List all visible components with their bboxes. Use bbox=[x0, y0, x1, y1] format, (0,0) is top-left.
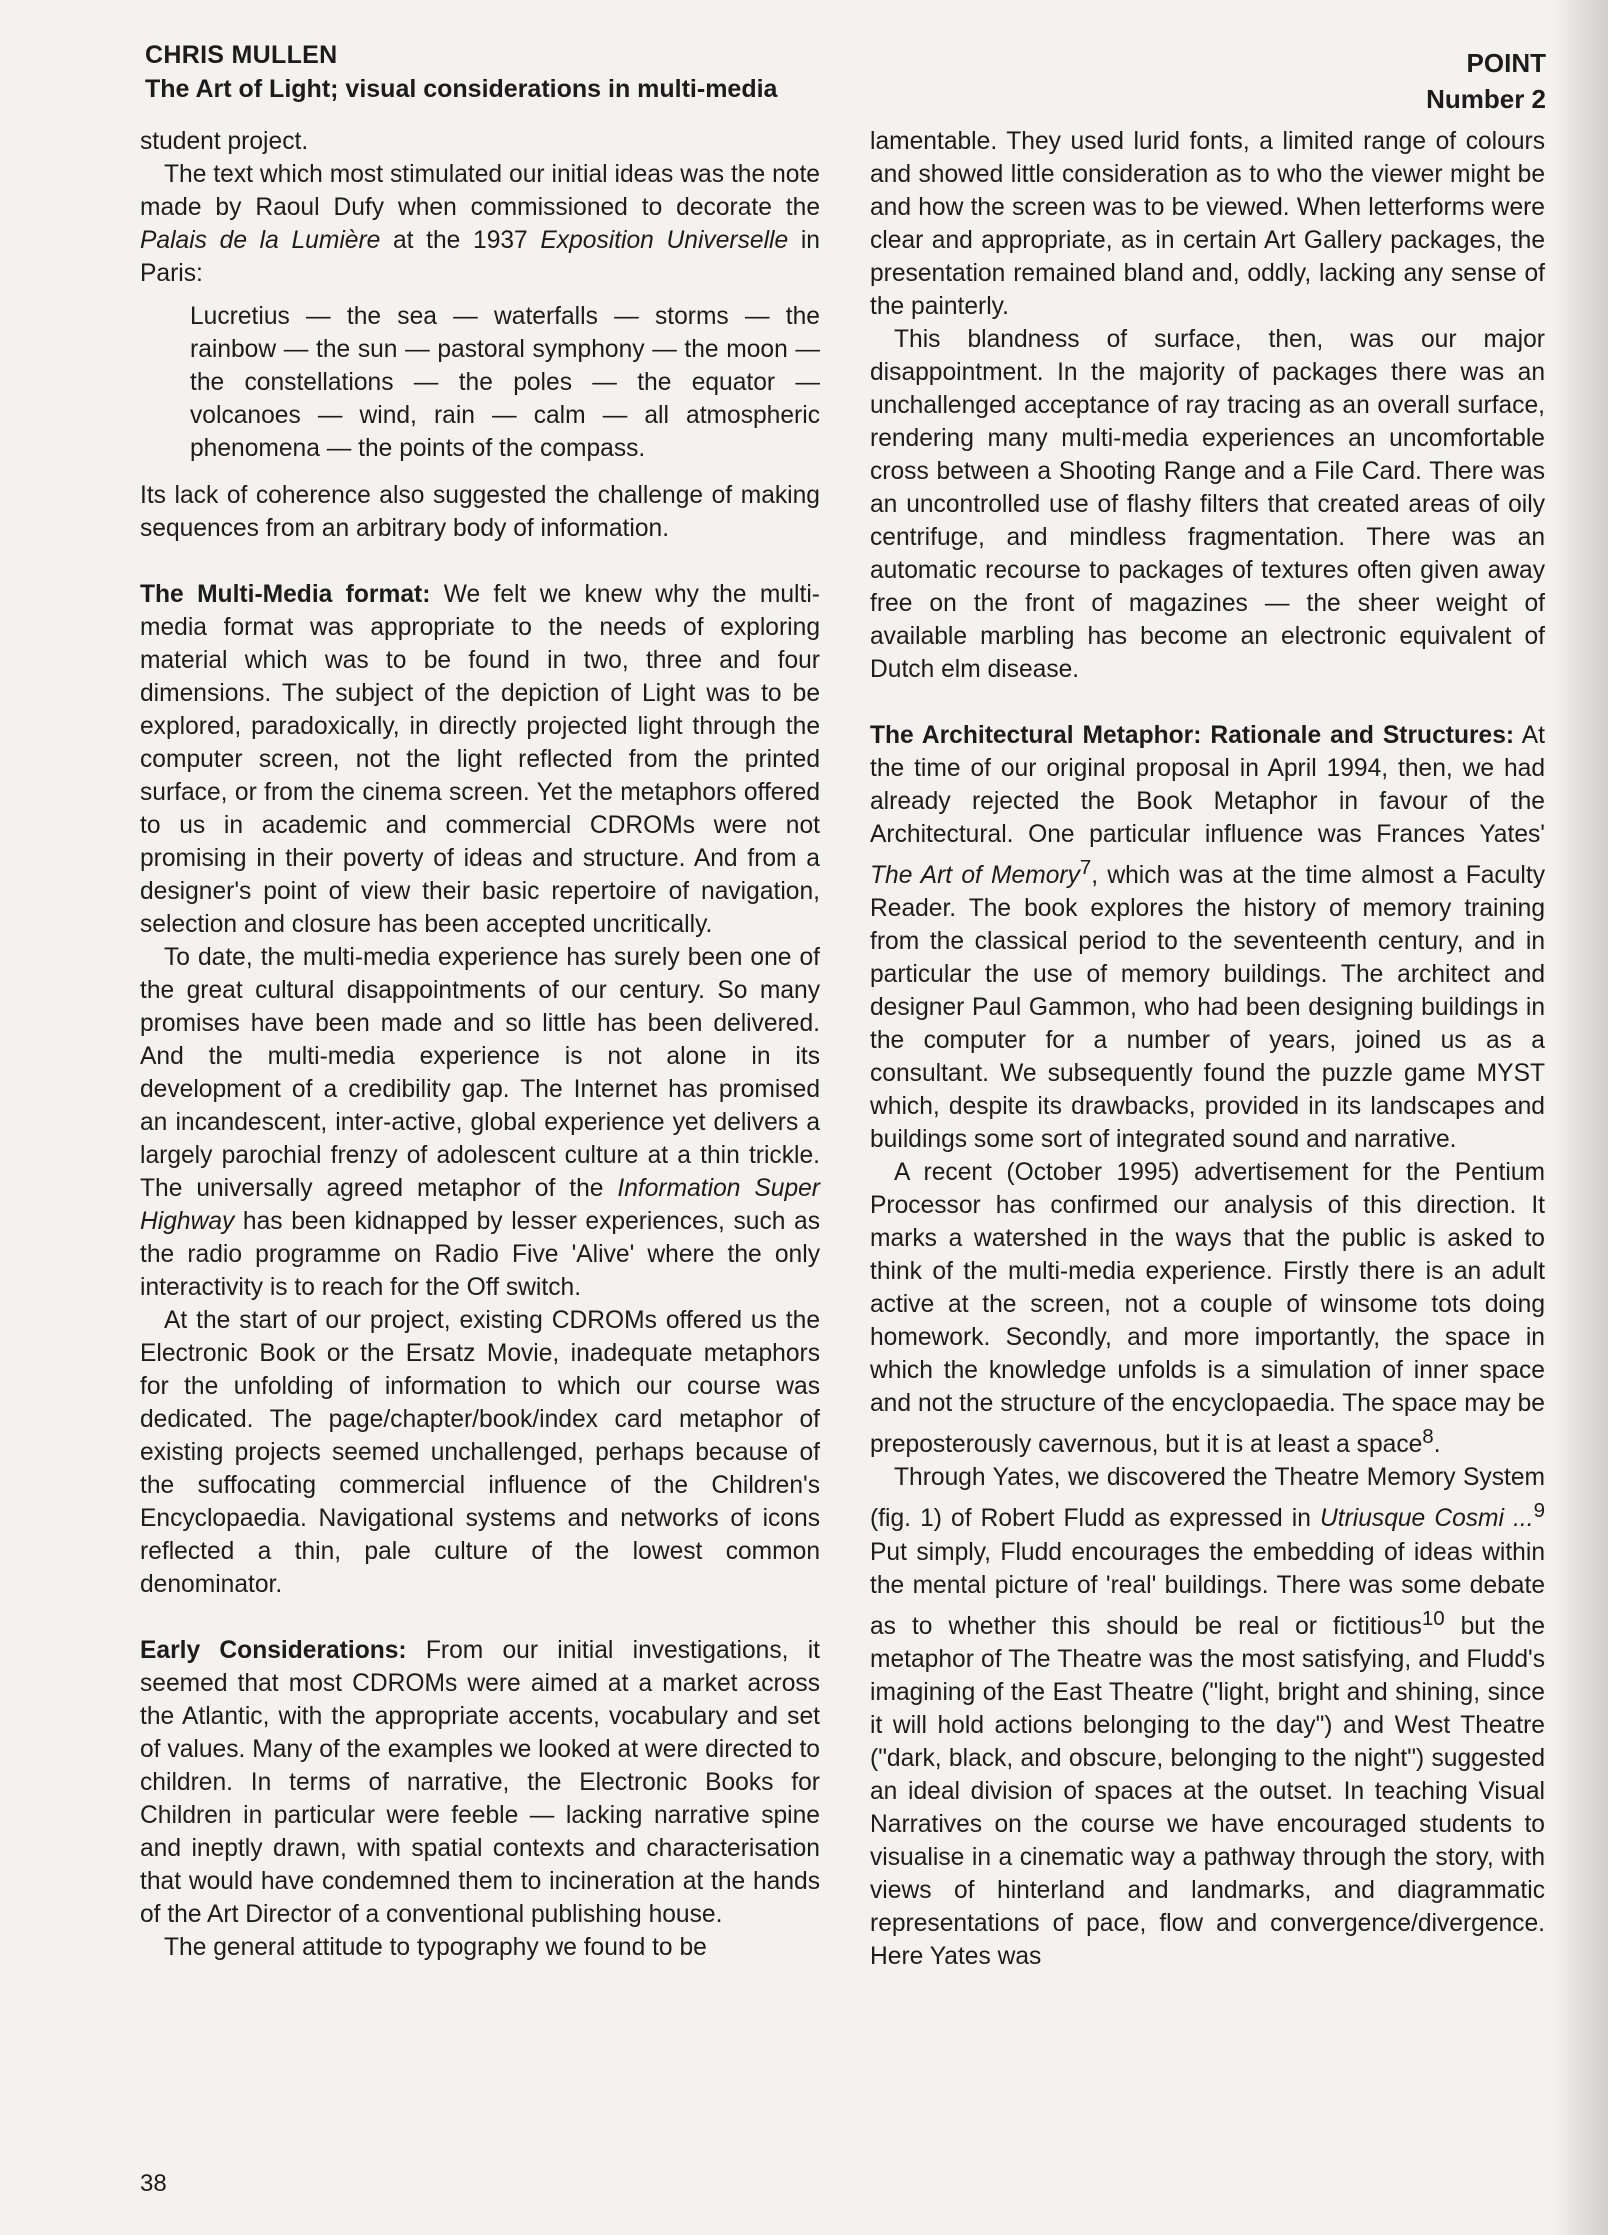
paragraph: To date, the multi-media experience has surely been one of the great cultural disappointments of our century. So many promises have been made and so little has been delivered. And the multi-media experience is not alone in its development of a credibility gap. The Internet has promised an incandescent, inter-active, global experience yet delivers a largely parochial frenzy of adolescent culture at a thin trickle. The universally agreed metaphor of the Information Super Highway has been kidnapped by lesser experiences, such as the radio programme on Radio Five 'Alive' where the only interactivity is to reach for the Off switch. bbox=[140, 944, 820, 1301]
page-number: 38 bbox=[140, 2170, 167, 2197]
paragraph: This blandness of surface, then, was our major disappointment. In the majority of packages there was an unchallenged acceptance of ray tracing as an overall surface, rendering many multi-media experiences an uncomfortable cross between a Shooting Range and a File Card. There was an uncontrolled use of flashy filters that created areas of oily centrifuge, and mindless fragmentation. There was an automatic recourse to packages of textures often given away free on the front of magazines — the sheer weight of available marbling has become an electronic equivalent of Dutch elm disease. bbox=[870, 326, 1545, 683]
left-column bbox=[140, 125, 820, 1964]
section-heading: Early Considerations: bbox=[140, 1637, 407, 1664]
paragraph: At the start of our project, existing CDROMs offered us the Electronic Book or the Ersatz Movie, inadequate metaphors for the unfolding of information to which our course was dedicated. The page/chapter/book/index card metaphor of existing projects seemed unchallenged, perhaps because of the suffocating commercial influence of the Children's Encyclopaedia. Navigational systems and networks of icons reflected a thin, pale culture of the lowest common denominator. bbox=[140, 1307, 820, 1598]
right-column bbox=[870, 125, 1545, 1973]
section-paragraph: The Architectural Metaphor: Rationale and Structures: At the time of our original proposal in April 1994, then, we had already rejected the Book Metaphor in favour of the Architectural. One particular influence was Frances Yates' The Art of Memory$^7$, which was at the time almost a Faculty Reader. The book explores the history of memory training from the classical period to the seventeenth century, and in particular the use of memory buildings. The architect and designer Paul Gammon, who had been designing buildings in the computer for a number of years, joined us as a consultant. We subsequently found the puzzle game MYST which, despite its drawbacks, provided in its landscapes and buildings some sort of integrated sound and narrative. bbox=[870, 722, 1546, 1154]
section-paragraph: The Multi-Media format: We felt we knew why the multi-media format was appropriate to the needs of exploring material which was to be found in two, three and four dimensions. The subject of the depiction of Light was to be explored, paradoxically, in directly projected light through the computer screen, not the light reflected from the printed surface, or from the cinema screen. Yet the metaphors offered to us in academic and commercial CDROMs were not promising in their poverty of ideas and structure. And from a designer's point of view their basic repertoire of navigation, selection and closure has been accepted uncritically. bbox=[140, 581, 820, 938]
paragraph: lamentable. They used lurid fonts, a limited range of colours and showed little consideration as to who the viewer might be and how the screen was to be viewed. When letterforms were clear and appropriate, as in certain Art Gallery packages, the presentation remained bland and, oddly, lacking any sense of the painterly. bbox=[870, 128, 1545, 320]
paragraph: The text which most stimulated our initial ideas was the note made by Raoul Dufy when commissioned to decorate the Palais de la Lumière at the 1937 Exposition Universelle in Paris: bbox=[140, 161, 820, 287]
paragraph: Through Yates, we discovered the Theatre Memory System (fig. 1) of Robert Fludd as expressed in Utriusque Cosmi ...$^9$ Put simply, Fludd encourages the embedding of ideas within the mental picture of 'real' buildings. There was some debate as to whether this should be real or fictitious$^{10}$ but the metaphor of The Theatre was the most satisfying, and Fludd's imagining of the East Theatre ("light, bright and shining, since it will hold actions belonging to the day") and West Theatre ("dark, black, and obscure, belonging to the night") suggested an ideal division of spaces at the outset. In teaching Visual Narratives on the course we have encouraged students to visualise in a cinematic way a pathway through the story, with views of hinterland and landmarks, and diagrammatic representations of pace, flow and convergence/divergence. Here Yates was bbox=[870, 1464, 1546, 1970]
paragraph: student project. bbox=[140, 128, 309, 155]
running-header-right bbox=[1426, 45, 1546, 117]
paragraph: A recent (October 1995) advertisement for the Pentium Processor has confirmed our analysis of this direction. It marks a watershed in the ways that the public is asked to think of the multi-media experience. Firstly there is an adult active at the screen, not a couple of winsome tots doing homework. Secondly, and more importantly, the space in which the knowledge unfolds is a simulation of inner space and not the structure of the encyclopaedia. The space may be preposterously cavernous, but it is at least a space$^8$. bbox=[870, 1159, 1545, 1459]
issue-number: Number 2 bbox=[1426, 84, 1546, 114]
paragraph: The general attitude to typography we found to be bbox=[164, 1934, 707, 1961]
article-title: The Art of Light; visual considerations in multi-media bbox=[145, 75, 778, 103]
running-header-left bbox=[145, 38, 777, 106]
journal-name: POINT bbox=[1466, 48, 1546, 78]
section-paragraph: Early Considerations: From our initial investigations, it seemed that most CDROMs were aimed at a market across the Atlantic, with the appropriate accents, vocabulary and set of values. Many of the examples we looked at were directed to children. In terms of narrative, the Electronic Books for Children in particular were feeble — lacking narrative spine and ineptly drawn, with spatial contexts and characterisation that would have condemned them to incineration at the hands of the Art Director of a conventional publishing house. bbox=[140, 1637, 820, 1928]
paragraph: Its lack of coherence also suggested the challenge of making sequences from an arbitrary body of information. bbox=[140, 482, 820, 542]
page-edge-shadow bbox=[1553, 0, 1608, 2235]
block-quote: Lucretius — the sea — waterfalls — storms — the rainbow — the sun — pastoral symphony — the moon — the constellations — the poles — the equator — volcanoes — wind, rain — calm — all atmospheric phenomena — the points of the compass. bbox=[190, 303, 820, 462]
author-name: CHRIS MULLEN bbox=[145, 41, 338, 69]
section-heading: The Architectural Metaphor: Rationale and Structures: bbox=[870, 722, 1515, 749]
section-heading: The Multi-Media format: bbox=[140, 581, 431, 608]
